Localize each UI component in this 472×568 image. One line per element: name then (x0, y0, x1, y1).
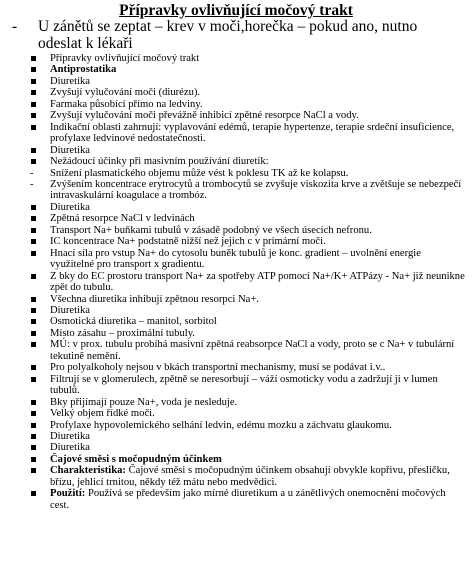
list-item-text: Osmotická diuretika – manitol, sorbitol (50, 316, 217, 328)
list-item-lead: Charakteristika: (50, 465, 126, 477)
list-item-text: Filtrují se v glomerulech, zpětně se neresorbují – váží osmoticky vodu a zadržují ji v lumen tubulů. (50, 373, 438, 397)
list-item (0, 168, 472, 179)
list-item (0, 339, 472, 362)
list-item-text: Farmaka působící přímo na ledviny. (50, 98, 203, 110)
list-item (0, 316, 472, 327)
list-item (0, 110, 472, 121)
list-item-text: Čajové směsi s močopudným účinkem obsahují obvykle kopřivu, přesličku, břízu, jehlicí trnitou, někdy též mátu nebo medvědici. (50, 465, 450, 488)
list-item (0, 454, 472, 465)
list-item-text: IC koncentrace Na+ podstatně nižší než jejich c v primární moči. (50, 236, 326, 248)
list-item-text: Používá se především jako mírné diuretikum a u zánětlivých onemocnění močových cest. (50, 488, 446, 511)
list-item-text: Hnací síla pro vstup Na+ do cytosolu buněk tubulů je konc. gradient – uvolnění energie využitelné pro transport x gradientu. (50, 247, 421, 271)
list-item (0, 53, 472, 64)
intro-paragraph (12, 18, 462, 52)
page-title: Přípravky ovlivňující močový trakt (119, 2, 353, 19)
list-item (0, 328, 472, 339)
list-item-text: Diuretika (50, 304, 91, 316)
list-item (0, 305, 472, 316)
list-item (0, 271, 472, 294)
list-item-text: Transport Na+ buňkami tubulů v zásadě podobný ve všech úsecích nefronu. (50, 224, 372, 236)
list-item (0, 179, 472, 202)
dash-bullet: - (12, 18, 18, 35)
list-item (0, 225, 472, 236)
list-item-text: Indikační oblasti zahrnují: vyplavování edémů, terapie hypertenze, terapie srdeční insuficience, profylaxe ledvinové nedostatečnosti. (50, 121, 455, 145)
list-item (0, 362, 472, 373)
list-item (0, 408, 472, 419)
list-item (0, 374, 472, 397)
list-item-text: Bky přijímají pouze Na+, voda je nesleduje. (50, 396, 238, 408)
list-item (0, 202, 472, 213)
list-item (0, 76, 472, 87)
intro-text: U zánětů se zeptat – krev v moči,horečka – pokud ano, nutno odeslat k lékaři (38, 18, 418, 52)
list-item-text: Zvýšením koncentrace erytrocytů a trombocytů se zvyšuje viskozita krve a zvětšuje se nebezpečí intravaskulární koagulace a trombóz. (50, 178, 462, 202)
list-item-text: Snížení plasmatického objemu může vést k poklesu TK až ke kolapsu. (50, 167, 349, 179)
list-item-text: Velký objem řídké moči. (50, 408, 155, 420)
list-item-text: Profylaxe hypovolemického selhání ledvin, edému mozku a záchvatu glaukomu. (50, 419, 392, 431)
list-item-text: Přípravky ovlivňující močový trakt (50, 53, 200, 64)
list-item (0, 99, 472, 110)
list-item-text: Diuretika (50, 430, 91, 442)
list-item (0, 465, 472, 488)
list-item-text: Diuretika (50, 201, 91, 213)
bullet-list (0, 53, 472, 511)
list-item-text: Nežádoucí účinky při masivním používání diuretik: (50, 156, 269, 168)
list-item (0, 122, 472, 145)
list-item-text: Diuretika (50, 144, 91, 156)
list-item-text: Zvyšují vylučování moči (diurézu). (50, 87, 201, 99)
list-item (0, 248, 472, 271)
list-item (0, 294, 472, 305)
list-item (0, 420, 472, 431)
list-item-text: Diuretika (50, 75, 91, 87)
list-item (0, 236, 472, 247)
list-item-text: MÚ: v prox. tubulu probíhá masivní zpětná reabsorpce NaCl a vody, proto se c Na+ v tubulární tekutině nemění. (50, 339, 455, 362)
list-item (0, 488, 472, 511)
list-item-text: Pro polyalkoholy nejsou v bkách transportní mechanismy, musí se podávat i.v.. (50, 362, 386, 374)
list-item-text: Místo zásahu – proximální tubuly. (50, 327, 195, 339)
list-item (0, 64, 472, 75)
list-item (0, 213, 472, 224)
list-item-text: Zvyšují vylučování moči převážně inhibicí zpětné resorpce NaCl a vody. (50, 110, 359, 122)
list-item (0, 156, 472, 167)
list-item-text: Diuretika (50, 442, 91, 454)
list-item-text: Čajové směsi s močopudným účinkem (50, 453, 222, 465)
list-item (0, 442, 472, 453)
list-item-text: Z bky do EC prostoru transport Na+ za spotřeby ATP pomocí Na+/K+ ATPázy - Na+ již neunikne zpět do tubulu. (50, 270, 465, 294)
list-item (0, 397, 472, 408)
list-item (0, 431, 472, 442)
list-item (0, 87, 472, 98)
list-item-lead: Použití: (50, 488, 86, 500)
list-item-text: Všechna diuretika inhibují zpětnou resorpci Na+. (50, 293, 259, 305)
list-item-text: Antiprostatika (50, 64, 117, 76)
list-item-text: Zpětná resorpce NaCl v ledvinách (50, 213, 195, 225)
list-item (0, 145, 472, 156)
